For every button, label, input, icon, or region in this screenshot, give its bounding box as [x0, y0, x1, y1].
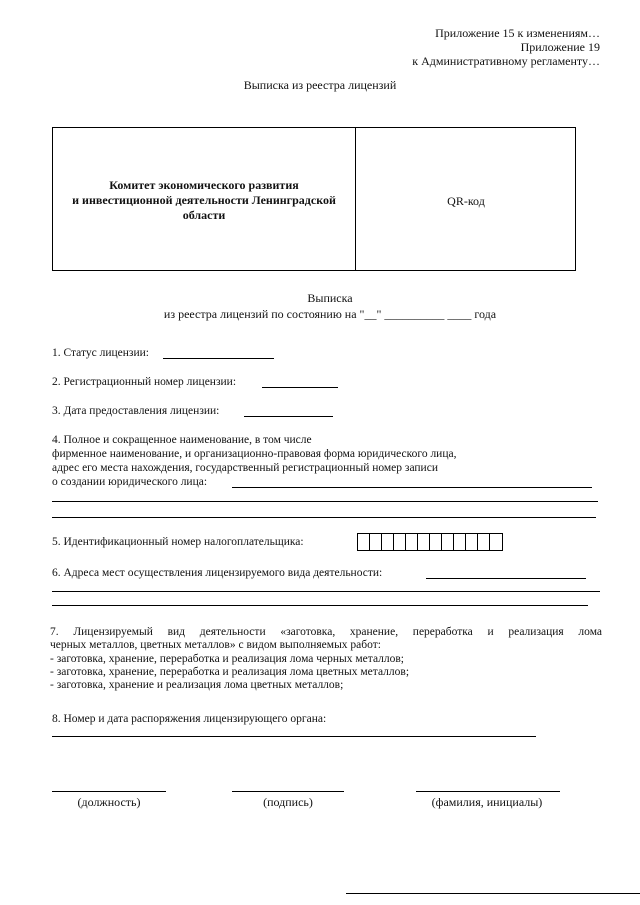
inn-cell[interactable] — [370, 534, 382, 550]
field-order-number: 8. Номер и дата распоряжения лицензирующего органа: — [52, 713, 327, 725]
field-org-name-line-2: фирменное наименование, и организационно-правовая форма юридического лица, — [52, 448, 457, 460]
inn-cell[interactable] — [382, 534, 394, 550]
header-line-3: к Административному регламенту… — [412, 54, 600, 68]
inn-cell[interactable] — [454, 534, 466, 550]
inn-cell[interactable] — [358, 534, 370, 550]
bottom-rule — [346, 893, 640, 894]
inn-cell[interactable] — [490, 534, 502, 550]
registration-number-blank[interactable] — [262, 387, 338, 388]
org-name-blank-2[interactable] — [52, 501, 598, 502]
inn-cells[interactable] — [357, 533, 503, 551]
activity-item-1: - заготовка, хранение, переработка и реализация лома черных металлов; — [50, 653, 405, 665]
field-registration-number: 2. Регистрационный номер лицензии: — [52, 376, 237, 388]
header-line-2: Приложение 19 — [520, 40, 600, 54]
org-name-line-1: Комитет экономического развития — [109, 178, 299, 192]
extract-title: Выписка — [307, 291, 353, 305]
signature-line[interactable] — [232, 791, 344, 792]
field-activity-addresses: 6. Адреса мест осуществления лицензируемого вида деятельности: — [52, 567, 383, 579]
extract-subtitle: из реестра лицензий по состоянию на "__" __________ ____ года — [163, 307, 497, 321]
activity-item-2: - заготовка, хранение, переработка и реализация лома цветных металлов; — [50, 666, 410, 678]
position-signature-line[interactable] — [52, 791, 166, 792]
addresses-blank-2[interactable] — [52, 591, 600, 592]
inn-cell[interactable] — [466, 534, 478, 550]
org-name-blank-1[interactable] — [232, 487, 592, 488]
signature-caption: (подпись) — [263, 795, 313, 809]
field-org-name-line-4: о создании юридического лица: — [52, 476, 208, 488]
org-name-blank-3[interactable] — [52, 517, 596, 518]
license-status-blank[interactable] — [163, 358, 274, 359]
name-signature-line[interactable] — [416, 791, 560, 792]
position-caption: (должность) — [77, 795, 141, 809]
activity-item-3: - заготовка, хранение и реализация лома цветных металлов; — [50, 679, 344, 691]
org-table — [52, 127, 576, 271]
org-name-line-3: области — [182, 208, 226, 222]
field-licensed-activity — [50, 626, 602, 692]
inn-cell[interactable] — [406, 534, 418, 550]
field-license-status: 1. Статус лицензии: — [52, 347, 149, 359]
addresses-blank-3[interactable] — [52, 605, 588, 606]
activity-line-1: 7. Лицензируемый вид деятельности «заготовка, хранение, переработка и реализация лома — [50, 626, 602, 638]
inn-cell[interactable] — [418, 534, 430, 550]
order-number-blank[interactable] — [52, 736, 536, 737]
inn-cell[interactable] — [478, 534, 490, 550]
org-name — [53, 178, 355, 223]
field-issue-date: 3. Дата предоставления лицензии: — [52, 405, 220, 417]
qr-code-label: QR-код — [447, 194, 485, 208]
field-org-name-line-1: 4. Полное и сокращенное наименование, в том числе — [52, 434, 312, 446]
inn-cell[interactable] — [442, 534, 454, 550]
issue-date-blank[interactable] — [244, 416, 333, 417]
inn-cell[interactable] — [430, 534, 442, 550]
extract-heading — [0, 290, 640, 322]
org-name-line-2: и инвестиционной деятельности Ленинградской — [72, 193, 336, 207]
name-caption: (фамилия, инициалы) — [431, 795, 543, 809]
document-header — [412, 26, 600, 68]
field-org-name-line-3: адрес его места нахождения, государственный регистрационный номер записи — [52, 462, 438, 474]
field-inn: 5. Идентификационный номер налогоплательщика: — [52, 536, 304, 548]
inn-cell[interactable] — [394, 534, 406, 550]
header-line-1: Приложение 15 к изменениям… — [435, 26, 600, 40]
document-title: Выписка из реестра лицензий — [243, 78, 397, 92]
addresses-blank-1[interactable] — [426, 578, 586, 579]
activity-line-2: черных металлов, цветных металлов» с видом выполняемых работ: — [50, 639, 381, 651]
